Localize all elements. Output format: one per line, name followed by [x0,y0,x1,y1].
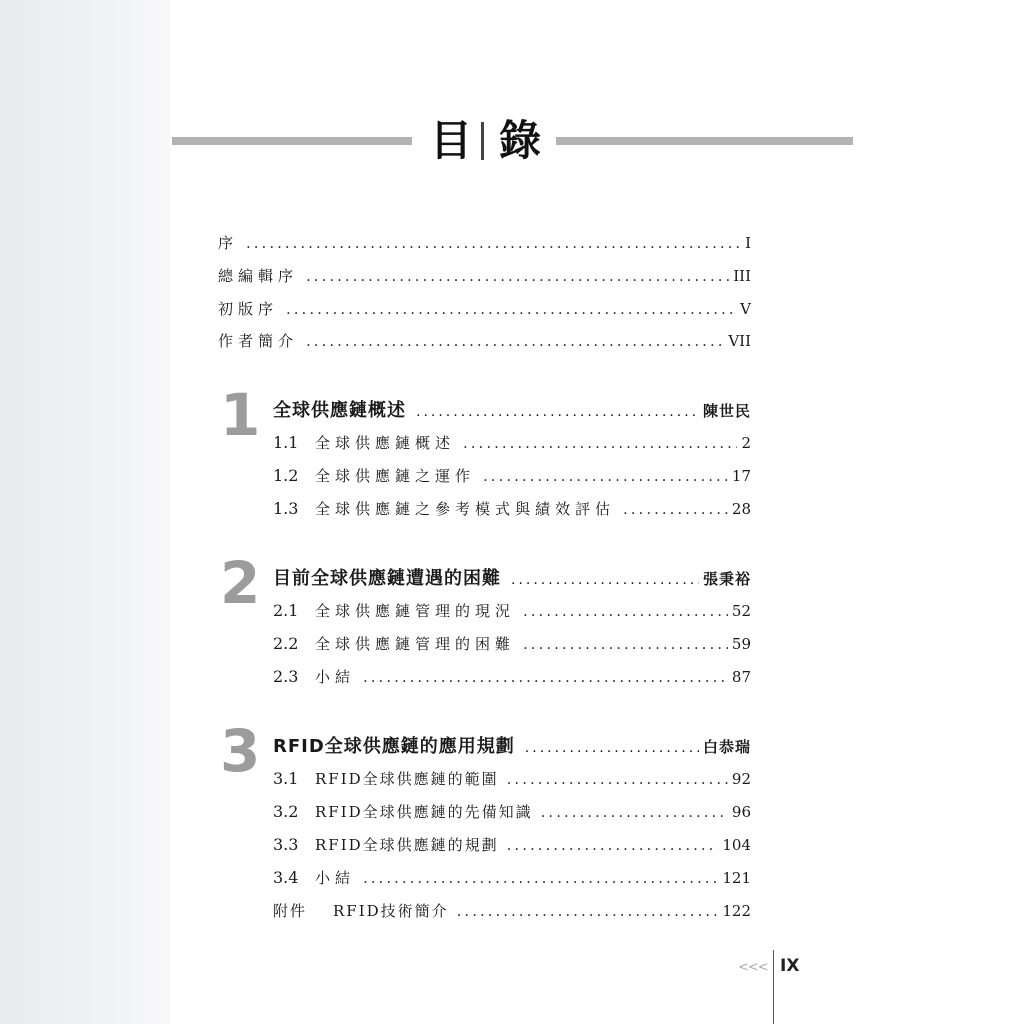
section-title: 全球供應鏈管理的困難 [315,635,516,653]
dot-leader [511,572,699,588]
dot-leader [306,266,729,286]
appendix-page: 122 [722,902,751,920]
toc-section[interactable] [273,601,751,621]
toc-section[interactable] [273,634,751,654]
chapter-title: RFID全球供應鏈的應用規劃 [273,736,515,757]
dot-leader [363,868,718,888]
dot-leader [523,634,728,654]
toc-entry-label: 作者簡介 [218,332,299,350]
section-title: 小結 [315,869,356,887]
section-title: 全球供應鏈概述 [315,434,456,452]
section-title: RFID全球供應鏈的先備知識 [315,803,533,821]
section-page: 87 [731,668,751,686]
section-page: 59 [731,635,751,653]
chapter-title: 全球供應鏈概述 [273,400,406,421]
chapter-title: 目前全球供應鏈遭遇的困難 [273,568,501,589]
toc-entry-page: V [740,300,751,318]
dot-leader [507,835,719,855]
page-title-char-1: 目 [430,116,473,165]
dot-leader [541,802,728,822]
dot-leader [507,769,728,789]
chapter-number: 1 [220,381,261,449]
section-page: 121 [722,869,751,887]
toc-section[interactable] [273,769,751,789]
toc-entry-front[interactable] [218,331,751,351]
section-title: RFID全球供應鏈的規劃 [315,836,499,854]
toc-entry-front[interactable] [218,266,751,286]
appendix-label: 附件 [273,902,308,920]
dot-leader [306,331,724,351]
section-page: 28 [731,500,751,518]
page-title-char-2: 錄 [499,116,542,165]
dot-leader [623,499,728,519]
section-number: 1.2 [273,466,299,485]
toc-entry-label: 序 [218,234,239,252]
section-number: 3.1 [273,769,299,788]
dot-leader [483,466,728,486]
section-title: 全球供應鏈管理的現況 [315,602,516,620]
dot-leader [363,667,728,687]
section-page: 96 [731,803,751,821]
toc-entry-label: 總編輯序 [218,267,299,285]
section-number: 2.1 [273,601,299,620]
dot-leader [416,404,699,420]
title-rule-right [556,137,853,145]
section-number: 3.3 [273,835,299,854]
toc-entry-page: VII [728,332,751,350]
section-title: 小結 [315,668,356,686]
section-page: 104 [722,836,751,854]
footer-arrows-icon: <<< [738,960,768,975]
section-title: 全球供應鏈之運作 [315,467,476,485]
dot-leader [246,233,741,253]
dot-leader [463,433,737,453]
toc-section[interactable] [273,802,751,822]
toc-entry-page: III [733,267,751,285]
chapter-heading[interactable] [273,732,751,758]
section-number: 1.1 [273,433,299,452]
section-number: 2.3 [273,667,299,686]
section-title: RFID全球供應鏈的範圍 [315,770,499,788]
dot-leader [523,601,728,621]
dot-leader [525,740,699,756]
appendix-title: RFID技術簡介 [333,902,449,920]
toc-section[interactable] [273,466,751,486]
section-page: 17 [731,467,751,485]
section-number: 2.2 [273,634,299,653]
chapter-author: 白恭瑞 [702,738,751,756]
toc-section[interactable] [273,868,751,888]
chapter-author: 陳世民 [702,402,751,420]
dot-leader [286,299,736,319]
chapter-author: 張秉裕 [702,570,751,588]
section-page: 2 [741,434,751,452]
title-divider [481,122,484,160]
toc-entry-front[interactable] [218,233,751,253]
toc-entry-page: I [745,234,751,252]
section-number: 3.4 [273,868,299,887]
footer-divider [773,950,774,1024]
section-page: 92 [731,770,751,788]
dot-leader [457,901,719,921]
toc-section[interactable] [273,499,751,519]
toc-section[interactable] [273,433,751,453]
chapter-number: 2 [220,549,261,617]
toc-entry-label: 初版序 [218,300,279,318]
toc-entry-front[interactable] [218,299,751,319]
page-number: IX [780,956,800,976]
chapter-heading[interactable] [273,396,751,422]
title-rule-left [172,137,412,145]
toc-section[interactable] [273,667,751,687]
section-page: 52 [731,602,751,620]
section-title: 全球供應鏈之參考模式與績效評估 [315,500,616,518]
chapter-number: 3 [220,717,261,785]
toc-section[interactable] [273,835,751,855]
section-number: 3.2 [273,802,299,821]
section-number: 1.3 [273,499,299,518]
chapter-heading[interactable] [273,564,751,590]
toc-appendix[interactable] [273,901,751,921]
